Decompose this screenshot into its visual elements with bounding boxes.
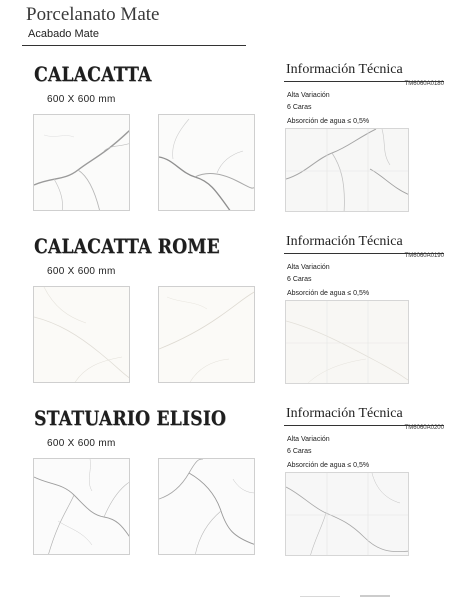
product-size: 600 X 600 mm (47, 94, 116, 105)
tile-sample-2 (158, 114, 255, 211)
spec-faces: 6 Caras (287, 448, 312, 455)
marble-texture (34, 115, 130, 211)
marble-texture (34, 287, 130, 383)
floor-preview (285, 128, 409, 212)
floor-preview (285, 472, 409, 556)
floor-texture (286, 129, 409, 212)
spec-absorption: Absorción de agua ≤ 0,5% (287, 290, 370, 297)
product-size: 600 X 600 mm (47, 438, 116, 449)
marble-texture (159, 115, 255, 211)
product-name: CALACATTA (34, 62, 152, 86)
product-section-calacatta (0, 62, 465, 232)
tech-info-heading: Información Técnica (286, 406, 403, 421)
header-divider (22, 45, 246, 46)
spec-faces: 6 Caras (287, 104, 312, 111)
marble-texture (159, 459, 255, 555)
product-size: 600 X 600 mm (47, 266, 116, 277)
spec-variation: Alta Variación (287, 92, 330, 99)
product-code: TM6060A0180 (404, 81, 444, 87)
tile-sample-1 (33, 114, 130, 211)
floor-texture (286, 473, 409, 556)
tech-info-heading: Información Técnica (286, 234, 403, 249)
page-subtitle: Acabado Mate (28, 28, 99, 40)
floor-preview (285, 300, 409, 384)
product-code: TM6060A0190 (404, 253, 444, 259)
tile-sample-2 (158, 458, 255, 555)
floor-texture (286, 301, 409, 384)
page-title: Porcelanato Mate (26, 4, 160, 25)
product-section-calacatta-rome (0, 234, 465, 404)
tile-sample-1 (33, 286, 130, 383)
tile-sample-1 (33, 458, 130, 555)
product-code: TM6060A0200 (404, 425, 444, 431)
spec-absorption: Absorción de agua ≤ 0,5% (287, 118, 370, 125)
product-section-statuario-elisio (0, 406, 465, 576)
product-name: STATUARIO ELISIO (34, 406, 227, 430)
footer-decoration (0, 588, 465, 597)
marble-texture (159, 287, 255, 383)
footer-pattern (0, 592, 465, 597)
tile-sample-2 (158, 286, 255, 383)
product-name: CALACATTA ROME (34, 234, 220, 258)
marble-texture (34, 459, 130, 555)
spec-absorption: Absorción de agua ≤ 0,5% (287, 462, 370, 469)
spec-variation: Alta Variación (287, 436, 330, 443)
tech-info-heading: Información Técnica (286, 62, 403, 77)
spec-variation: Alta Variación (287, 264, 330, 271)
spec-faces: 6 Caras (287, 276, 312, 283)
